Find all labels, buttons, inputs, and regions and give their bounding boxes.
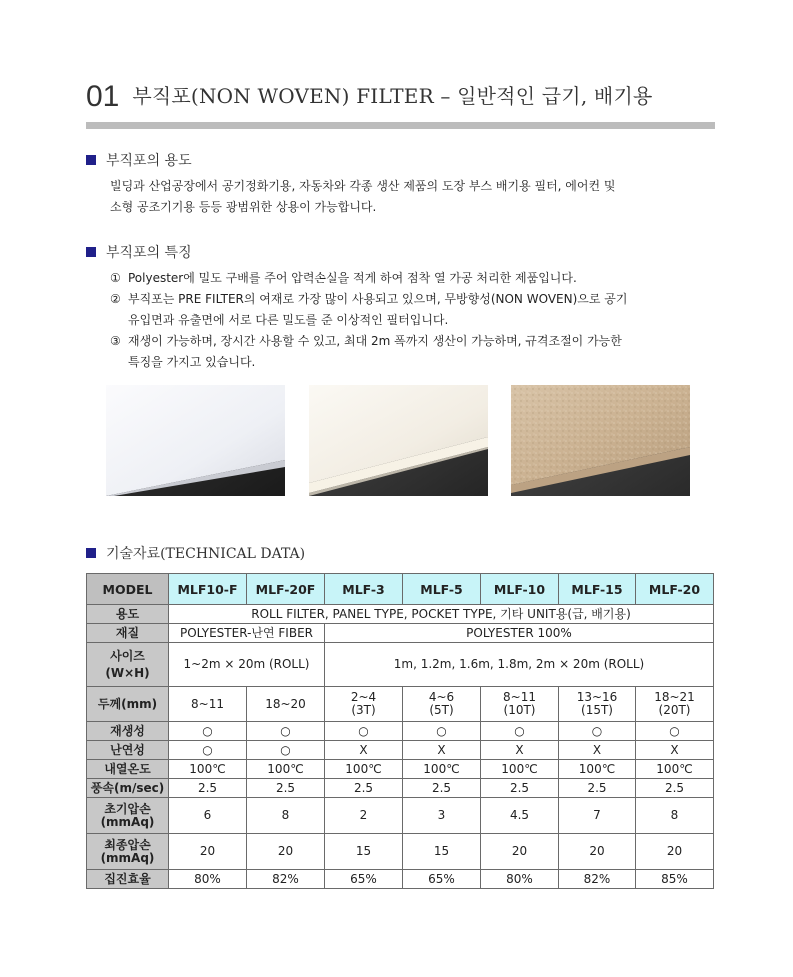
table-cell: 3 bbox=[403, 798, 481, 834]
row-label: 재질 bbox=[87, 624, 169, 643]
table-cell: 2.5 bbox=[559, 779, 636, 798]
table-cell: 82% bbox=[247, 870, 325, 889]
table-row bbox=[87, 798, 714, 834]
table-cell: 20 bbox=[169, 834, 247, 870]
cream-filter-photo bbox=[309, 385, 488, 496]
table-cell: 100℃ bbox=[481, 760, 559, 779]
table-cell: ○ bbox=[169, 722, 247, 741]
page-title bbox=[86, 78, 715, 114]
feature-mark: ① bbox=[110, 271, 121, 285]
table-cell: 100℃ bbox=[559, 760, 636, 779]
title-divider bbox=[86, 122, 715, 129]
feature-line: 특징을 가지고 있습니다. bbox=[128, 355, 256, 369]
table-cell: 20 bbox=[247, 834, 325, 870]
table-cell: 100℃ bbox=[247, 760, 325, 779]
material-value: POLYESTER 100% bbox=[325, 624, 714, 643]
features-list bbox=[110, 268, 627, 373]
table-cell: 100℃ bbox=[169, 760, 247, 779]
usage-value: ROLL FILTER, PANEL TYPE, POCKET TYPE, 기타 UNIT용(급, 배기용) bbox=[169, 605, 714, 624]
table-cell: 4.5 bbox=[481, 798, 559, 834]
table-row bbox=[87, 760, 714, 779]
model-header: MLF-10 bbox=[481, 574, 559, 605]
table-header-row bbox=[87, 574, 714, 605]
thickness-cell: 8~11 bbox=[169, 687, 247, 722]
thickness-cell: 18~20 bbox=[247, 687, 325, 722]
thickness-cell: 13~16 (15T) bbox=[559, 687, 636, 722]
table-cell: 7 bbox=[559, 798, 636, 834]
table-row bbox=[87, 605, 714, 624]
features-heading: 부직포의 특징 bbox=[86, 242, 192, 262]
table-cell: 80% bbox=[169, 870, 247, 889]
table-cell: 15 bbox=[403, 834, 481, 870]
model-header: MLF-20F bbox=[247, 574, 325, 605]
table-cell: ○ bbox=[169, 741, 247, 760]
table-cell: 2.5 bbox=[247, 779, 325, 798]
technical-data-table bbox=[86, 573, 714, 889]
table-cell: X bbox=[481, 741, 559, 760]
table-cell: 65% bbox=[325, 870, 403, 889]
usage-heading: 부직포의 용도 bbox=[86, 150, 192, 170]
table-cell: X bbox=[636, 741, 714, 760]
feature-line: 부직포는 PRE FILTER의 여재로 가장 많이 사용되고 있으며, 무방향성(NON WOVEN)으로 공기 bbox=[128, 292, 628, 306]
table-cell: 8 bbox=[247, 798, 325, 834]
table-cell: 8 bbox=[636, 798, 714, 834]
usage-line: 빌딩과 산업공장에서 공기정화기용, 자동차와 각종 생산 제품의 도장 부스 배기용 필터, 에어컨 및 bbox=[110, 179, 616, 193]
table-row bbox=[87, 870, 714, 889]
thickness-cell: 8~11 (10T) bbox=[481, 687, 559, 722]
table-cell: 20 bbox=[481, 834, 559, 870]
table-cell: 82% bbox=[559, 870, 636, 889]
row-label: 최종압손 (mmAq) bbox=[87, 834, 169, 870]
feature-line: 유입면과 유출면에 서로 다른 밀도를 준 이상적인 필터입니다. bbox=[128, 313, 449, 327]
table-cell: X bbox=[559, 741, 636, 760]
bullet-square-icon bbox=[86, 548, 96, 558]
table-cell: 2 bbox=[325, 798, 403, 834]
table-cell: X bbox=[403, 741, 481, 760]
table-row bbox=[87, 643, 714, 687]
table-cell: 6 bbox=[169, 798, 247, 834]
row-label: 재생성 bbox=[87, 722, 169, 741]
bullet-square-icon bbox=[86, 247, 96, 257]
white-filter-photo bbox=[106, 385, 285, 496]
model-header: MLF-20 bbox=[636, 574, 714, 605]
title-number: 01 bbox=[86, 80, 120, 113]
table-cell: ○ bbox=[403, 722, 481, 741]
table-cell: 20 bbox=[636, 834, 714, 870]
table-cell: 100℃ bbox=[325, 760, 403, 779]
table-cell: 65% bbox=[403, 870, 481, 889]
model-header: MLF10-F bbox=[169, 574, 247, 605]
table-cell: 2.5 bbox=[481, 779, 559, 798]
bullet-square-icon bbox=[86, 155, 96, 165]
row-label: 내열온도 bbox=[87, 760, 169, 779]
feature-mark: ② bbox=[110, 292, 121, 306]
table-cell: 20 bbox=[559, 834, 636, 870]
row-label: 용도 bbox=[87, 605, 169, 624]
title-block bbox=[86, 78, 715, 114]
table-cell: 2.5 bbox=[403, 779, 481, 798]
table-cell: 2.5 bbox=[325, 779, 403, 798]
material-value: POLYESTER-난연 FIBER bbox=[169, 624, 325, 643]
table-cell: ○ bbox=[325, 722, 403, 741]
title-text: 부직포(NON WOVEN) FILTER – 일반적인 급기, 배기용 bbox=[132, 84, 653, 108]
feature-item bbox=[110, 268, 627, 289]
model-header: MLF-3 bbox=[325, 574, 403, 605]
thickness-cell: 18~21 (20T) bbox=[636, 687, 714, 722]
feature-mark: ③ bbox=[110, 334, 121, 348]
table-cell: 2.5 bbox=[636, 779, 714, 798]
table-cell: ○ bbox=[247, 722, 325, 741]
table-cell: 100℃ bbox=[403, 760, 481, 779]
usage-line: 소형 공조기기용 등등 광범위한 상용이 가능합니다. bbox=[110, 200, 377, 214]
table-row bbox=[87, 687, 714, 722]
table-cell: 15 bbox=[325, 834, 403, 870]
technical-heading: 기술자료(TECHNICAL DATA) bbox=[86, 543, 305, 563]
size-value: 1m, 1.2m, 1.6m, 1.8m, 2m × 20m (ROLL) bbox=[325, 643, 714, 687]
feature-item bbox=[110, 331, 627, 373]
size-value: 1~2m × 20m (ROLL) bbox=[169, 643, 325, 687]
table-row bbox=[87, 722, 714, 741]
beige-filter-photo bbox=[511, 385, 690, 496]
table-cell: 2.5 bbox=[169, 779, 247, 798]
table-row bbox=[87, 624, 714, 643]
table-row bbox=[87, 779, 714, 798]
model-label: MODEL bbox=[87, 574, 169, 605]
table-cell: X bbox=[325, 741, 403, 760]
table-cell: 100℃ bbox=[636, 760, 714, 779]
feature-item bbox=[110, 289, 627, 331]
row-label: 초기압손 (mmAq) bbox=[87, 798, 169, 834]
row-label: 사이즈 (W×H) bbox=[87, 643, 169, 687]
usage-paragraph bbox=[110, 176, 616, 218]
table-cell: ○ bbox=[636, 722, 714, 741]
row-label: 두께(mm) bbox=[87, 687, 169, 722]
row-label: 난연성 bbox=[87, 741, 169, 760]
row-label: 집진효율 bbox=[87, 870, 169, 889]
thickness-cell: 2~4 (3T) bbox=[325, 687, 403, 722]
model-header: MLF-5 bbox=[403, 574, 481, 605]
table-cell: ○ bbox=[247, 741, 325, 760]
row-label: 풍속(m/sec) bbox=[87, 779, 169, 798]
table-cell: ○ bbox=[481, 722, 559, 741]
table-cell: 85% bbox=[636, 870, 714, 889]
table-row bbox=[87, 741, 714, 760]
feature-line: Polyester에 밀도 구배를 주어 압력손실을 적게 하여 점착 열 가공 처리한 제품입니다. bbox=[128, 271, 577, 285]
feature-line: 재생이 가능하며, 장시간 사용할 수 있고, 최대 2m 폭까지 생산이 가능하며, 규격조절이 가능한 bbox=[128, 334, 622, 348]
thickness-cell: 4~6 (5T) bbox=[403, 687, 481, 722]
table-row bbox=[87, 834, 714, 870]
model-header: MLF-15 bbox=[559, 574, 636, 605]
table-cell: 80% bbox=[481, 870, 559, 889]
table-cell: ○ bbox=[559, 722, 636, 741]
